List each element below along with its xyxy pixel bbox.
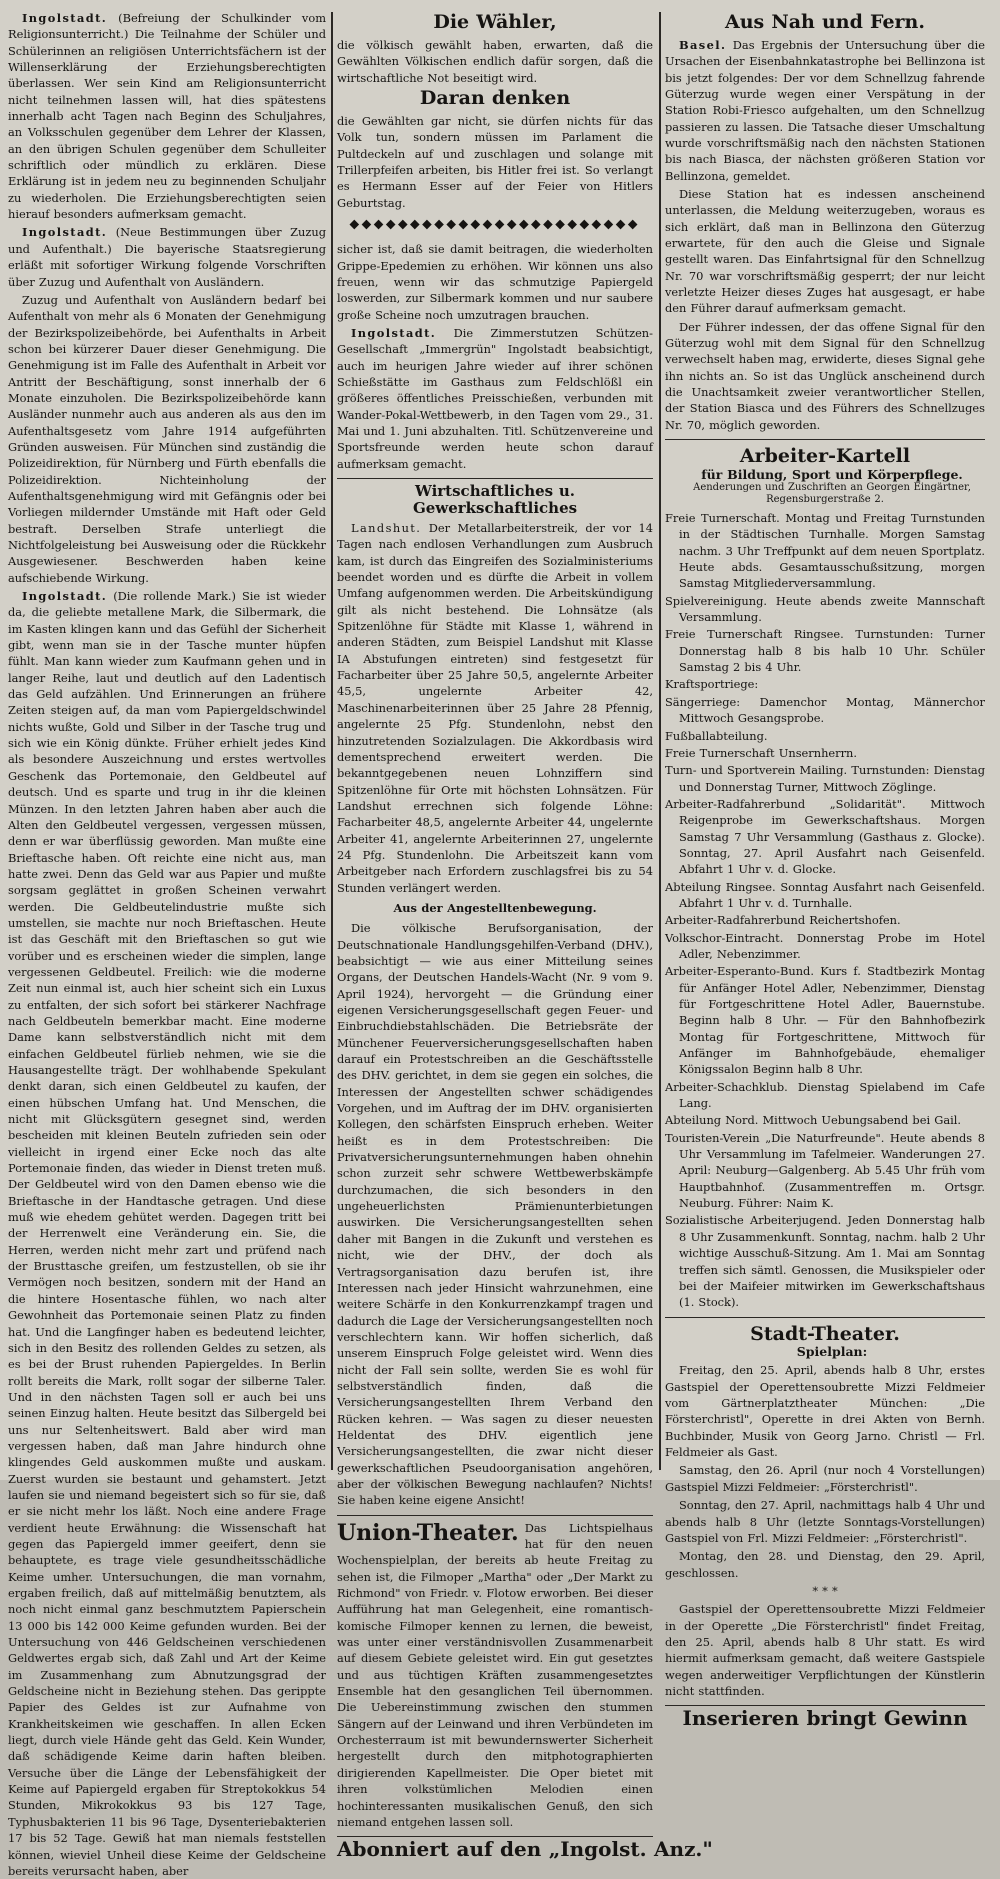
article-rollende-mark xyxy=(8,588,326,1879)
article-angestellte: Die völkische Berufsorganisation, der Deutschnationale Handlungsgehilfen-Verband (DHV.), beabsichtigt — wie aus einer Mitteilung seines Organs, der Deutschen Handels-Wacht (Nr. 9 vom 9. April 1924), hervorgeht — die Gründung einer eigenen Versicherungsgesellschaft gegen Feuer- und Einbruchdiebstahlschäden. Die Betriebsräte der Münchener Feuerversicherungsgesellschaften haben darauf ein Protestschreiben an die Geschäftsstelle des DHV. gerichtet, in dem sie gegen ein solches, die Interessen der Angestellten schwer schädigendes Vorgehen, und im Auftrag der im DHV. organisierten Kollegen, den schärfsten Einspruch erheben. Weiter heißt es in dem Protestschreiben: Die Privatversicherungsunternehmungen haben ohnehin schon zurzeit sehr schwere Wettbewerbskämpfe durchzumachen, die sich besonders in den ungeheuerlichsten Prämienunterbietungen auswirken. Die Versicherungsangestellten sehen daher mit Bangen in die Zukunft und verstehen es nicht, wie der DHV., der doch als Vertragsorganisation dazu berufen ist, ihre Interessen nach jeder Hinsicht wahrzunehmen, eine weitere Schärfe in den Konkurrenzkampf tragen und dadurch die Lage der Versicherungsangestellten noch verschlechtern kann. Wir hoffen sicherlich, daß unserem Einspruch Folge geleistet wird. Wenn dies nicht der Fall sein sollte, werden Sie es wohl für selbstverständlich finden, daß die Versicherungsangestellten Ihrem Verband den Rücken kehren. — Was sagen zu dieser neuesten Heldentat des DHV. eigentlich jene Versicherungsangestellten, die zwar nicht dieser gewerkschaftlichen Pseudoorganisation angehören, aber der völkischen Bewegung nachlaufen? Nichts! Sie haben keine eigene Ansicht! xyxy=(337,921,653,1508)
club-entry: Arbeiter-Radfahrerbund „Solidarität". Mittwoch Reigenprobe im Gewerkschaftshaus. Morgen Samstag 7 Uhr Versammlung (Gasthaus z. Glocke). Sonntag, 27. April Ausfahrt nach Geisenfeld. Abfahrt 1 Uhr v. d. Glocke. xyxy=(665,796,985,877)
club-entry: Arbeiter-Radfahrerbund Reichertshofen. xyxy=(665,913,901,928)
article-religion xyxy=(8,10,326,222)
column-local-news xyxy=(8,10,326,1878)
headline-arbeiter-kartell: Arbeiter-Kartell xyxy=(739,445,911,468)
dateline: Basel. xyxy=(679,37,727,52)
club-entry: Spielvereinigung. Heute abends zweite Mannschaft Versammlung. xyxy=(665,593,985,625)
advertise-banner: Inserieren bringt Gewinn xyxy=(665,1705,985,1726)
article-text: Das Ergebnis der Untersuchung über die Ursachen der Eisenbahnkatastrophe bei Bellinzona ist bis jetzt folgendes: Der vor dem Schnellzug fahrende Güterzug wurde wegen einer Verspätung in der Station Robi-Friesco aufgehalten, um den Schnellzug passieren zu lassen. Die Tatsache dieser Umschaltung wurde vorschriftsmäßig nach den nächsten Stationen bis nach Biasca, der nächsten größeren Station vor Bellinzona, gemeldet. xyxy=(665,37,985,183)
article-zuzug-rules: Zuzug und Aufenthalt von Ausländern bedarf bei Aufenthalt von mehr als 6 Monaten der Genehmigung der Bezirkspolizeibehörde, bei Aufenthalts in Arbeit schon bei kürzerer Dauer dieser Genehmigung. Die Genehmigung ist im Falle des Aufenthalt in Arbeit vor Antritt der Beschäftigung, sonst innerhalb der 6 Monate einzuholen. Die Bezirkspolizeibehörde kann Ausländer nunmehr auch aus anderen als aus den im Aufenthaltsgesetz vom Jahre 1914 aufgeführten Gründen ausweisen. Für München sind zuständig die Polizeidirektion, für Nürnberg und Fürth ebenfalls die Polizeidirektion. Nichteinholung der Aufenthaltsgenehmigung wird mit Gefängnis oder bei Vorliegen mildernder Umstände mit Haft oder Geld bestraft. Derselben Strafe unterliegt die Nichtfolgeleistung bei Ausweisung oder die Rückkehr Ausgewiesener. Beschwerden haben keine aufschiebende Wirkung. xyxy=(8,292,326,585)
club-entry: Freie Turnerschaft. Montag und Freitag Turnstunden in der Städtischen Turnhalle. Morgen Samstag nachm. 3 Uhr Treffpunkt auf dem neuen Sportplatz. Heute abds. Gesamtausschußsitzung, morgen Samstag Mitgliederversammlung. xyxy=(665,511,985,591)
article-basel-2: Diese Station hat es indessen anscheinend unterlassen, die Meldung weiterzugeben, woraus es sich erklärt, daß man in Bellinzona den Güterzug erwartete, für den auch die Gleise und Signale gestellt waren. Das Einfahrtsignal für den Schnellzug Nr. 70 war vorschriftsmäßig gesperrt; der nur leicht verletzte Heizer dieses Zuges hat ausgesagt, er habe den Führer darauf aufmerksam gemacht. xyxy=(665,186,985,316)
subscribe-banner: Abonniert auf den „Ingolst. Anz." xyxy=(337,1837,713,1862)
headline-aus-nah-und-fern: Aus Nah und Fern. xyxy=(725,11,925,33)
spielplan-label: Spielplan: xyxy=(796,1344,868,1360)
dateline: Ingolstadt. xyxy=(351,325,437,340)
club-listing xyxy=(665,510,985,1311)
column-rule xyxy=(331,12,333,1470)
dateline: Ingolstadt. xyxy=(22,225,108,240)
dateline: Ingolstadt. xyxy=(22,589,108,604)
club-entry: Sozialistische Arbeiterjugend. Jeden Donnerstag halb 8 Uhr Zusammenkunft. Sonntag, nachm. halb 2 Uhr wichtige Ausschuß-Sitzung. Am 1. Mai am Sonntag treffen sich sämtl. Genossen, die Musikspieler oder bei der Maifeier mitwirken im Gewerkschaftshaus (1. Stock). xyxy=(665,1213,985,1310)
section-stars: * * * xyxy=(812,1583,838,1598)
article-text: (Neue Bestimmungen über Zuzug und Aufenthalt.) Die bayerische Staatsregierung erläßt mit sofortiger Wirkung folgende Vorschriften über Zuzug und Aufenthalt von Ausländern. xyxy=(8,225,326,289)
kartell-subtitle: für Bildung, Sport und Körperpflege. xyxy=(701,467,963,483)
headline-wirtschaftliches: Wirtschaftliches u. Gewerkschaftliches xyxy=(337,478,653,516)
club-entry: Abteilung Ringsee. Sonntag Ausfahrt nach Geisenfeld. Abfahrt 1 Uhr v. d. Turnhalle. xyxy=(665,879,985,910)
article-waehler: die völkisch gewählt haben, erwarten, daß die Gewählten Völkischen endlich dafür sorgen, daß die wirtschaftliche Not beseitigt wird. xyxy=(337,37,653,85)
arbeiter-kartell-section xyxy=(665,439,985,1310)
theater-schedule-item: Freitag, den 25. April, abends halb 8 Uhr, erstes Gastspiel der Operettensoubrette Mizzi Feldmeier vom Gärtnerplatztheater München: „Die Försterchristl", Operette in drei Akten von Bernh. Buchbinder, Musik von Georg Jarno. Christl — Frl. Feldmeier als Gast. xyxy=(665,1363,985,1460)
union-theater-ad xyxy=(337,1515,653,1831)
article-text: Die Zimmerstutzen Schützen-Gesellschaft „Immergrün" Ingolstadt beabsichtigt, auch im heurigen Jahre wieder auf ihrer schönen Schießstätte im Gasthaus zum Feldschlößl ein größeres öffentliches Preisschießen, verbunden mit Wander-Pokal-Wettbewerb, in den Tagen vom 29., 31. Mai und 1. Juni abzuhalten. Titl. Schützenvereine und Sportsfreunde werden heute schon darauf aufmerksam gemacht. xyxy=(337,325,653,471)
article-papiergeld-cont: sicher ist, daß sie damit beitragen, die wiederholten Grippe-Epedemien zu erhöhen. Wir können uns also freuen, wenn wir das schmutzige Papiergeld loswerden, zur Silbermark kommen und nur saubere große Scheine noch umzutragen brauchen. xyxy=(337,242,653,322)
dateline: Ingolstadt. xyxy=(22,11,108,25)
article-gastspiel: Gastspiel der Operettensoubrette Mizzi Feldmeier in der Operette „Die Försterchristl" findet Freitag, den 25. April, abends halb 8 Uhr statt. Es wird hiermit aufmerksam gemacht, daß weitere Gastspiele wegen anderweitiger Verpflichtungen der Künstlerin nicht stattfinden. xyxy=(665,1602,985,1698)
club-entry: Touristen-Verein „Die Naturfreunde". Heute abends 8 Uhr Versammlung im Tafelmeier. Wanderungen 27. April: Neuburg—Galgenberg. Ab 5.45 Uhr früh vom Hauptbahnhof. (Zusammentreffen m. Ortsgr. Neuburg. Führer: Naim K. xyxy=(665,1130,985,1211)
column-rule xyxy=(659,12,661,1470)
headline-stadt-theater: Stadt-Theater. xyxy=(750,1322,900,1345)
article-basel xyxy=(665,37,985,184)
article-landshut xyxy=(337,520,653,896)
theater-schedule-item: Montag, den 28. und Dienstag, den 29. April, geschlossen. xyxy=(665,1549,985,1580)
club-entry: Abteilung Nord. Mittwoch Uebungsabend bei Gail. xyxy=(665,1113,962,1128)
article-zuzug xyxy=(8,224,326,289)
article-text: (Die rollende Mark.) Sie ist wieder da, die geliebte metallene Mark, die Silbermark, die im Kasten klingen kann und das Gefühl der Sicherheit gibt, wenn man sie in der Tasche munter hüpfen fühlt. Man kann wieder zum Kaufmann gehen und in langer Reihe, laut und deutlich auf den Ladentisch das Geld aufzählen. Und Erinnerungen an frühere Zeiten steigen auf, da man vom Papiergeldschwindel nichts wußte, Gold und Silber in der Tasche trug und sich wie ein König dünkte. Früher erhielt jedes Kind als besondere Auszeichnung und erstes wertvolles Geschenk das Portemonaie, den Geldbeutel auf deutsch. Und es sparte und trug in ihr die kleinen Münzen. In den letzten Jahren haben aber auch die Alten den Geldbeutel vergessen, vergessen müssen, denn er war überflüssig geworden. Man mußte eine Brieftasche haben. Oft reichte eine nicht aus, man hatte zwei. Denn das Geld war aus Papier und mußte sorgsam geglättet in großen Scheinen verwahrt werden. Die Geldbeutelindustrie mußte sich umstellen, sie machte nur noch Brieftaschen. Heute ist das Geschäft mit den Brieftaschen so gut wie vorüber und es erscheinen wieder die simplen, lange vergessenen Geldbeutel. Freilich: wie die moderne Zeit nun einmal ist, auch hier scheint sich ein Luxus zu entfalten, der sich sofort bei stärkerer Nachfrage nach Geldbeuteln bemerkbar macht. Eine moderne Dame kann selbstverständlich nicht mit dem einfachen Geldbeutel fürlieb nehmen, wie sie die Hausangestellte trägt. Der wohlhabende Spekulant denkt daran, sich einen Geldbeutel zu kaufen, der einen hübschen Umfang hat. Und Menschen, die nicht mit Glücksgütern gesegnet sind, werden bescheiden mit kleinen Beuteln zufrieden sein oder vielleicht in irgend einer Ecke noch das alte Portemonaie finden, das wieder in Dienst treten muß. Der Geldbeutel wird von den Damen ebenso wie die Brieftasche in der Handtasche getragen. Und diese muß wie ehedem gehütet werden. Dagegen tritt bei der Herrenwelt eine Veränderung ein. Sie, die Herren, werden nicht mehr zart und prüfend nach der Brusttasche greifen, um festzustellen, ob sie ihr Vermögen noch besitzen, sondern mit der Hand an die hintere Hosentasche fühlen, wo nach alter Gewohnheit das Portemonaie seinen Platz zu finden hat. Und die Langfinger haben es bedeutend leichter, sich in den Besitz des rollenden Geldes zu setzen, als es bei der Brust ruhenden Papiergeldes. In Berlin rollt bereits die Mark, rollt sogar der silberne Taler. Und in den nächsten Tagen soll er auch bei uns seinen Einzug halten. Heute besitzt das Silbergeld bei uns nur Seltenheitswert. Bald aber wird man vergessen haben, daß man Jahre hindurch ohne klingendes Geld auskommen mußte und auskam. Zuerst wurden sie bestaunt und gehamstert. Jetzt laufen sie und niemand begeistert sich so für sie, daß er sie nicht mehr los läßt. Noch eine andere Frage verdient heute Erwähnung: die Wissenschaft hat gegen das Papiergeld immer geeifert, denn sie behauptete, es trage viele gesundheitsschädliche Keime umher. Untersuchungen, die man vornahm, ergaben freilich, daß auf mittelmäßig benutztem, als noch nicht einmal ganz beschmutztem Papierschein 13 000 bis 142 000 Keime gefunden wurden. Bei der Untersuchung von 446 Geldscheinen verschiedenen Geldwertes ergab sich, daß Zahl und Art der Keime im Zusammenhang zum Abnutzungsgrad der Geldscheine nicht in Beziehung stehen. Das gerippte Papier des Geldes ist zur Aufnahme von Krankheitskeimen wie geschaffen. In allen Ecken liegt, durch viele Hände geht das Geld. Kein Wunder, daß schädigende Keime darin haften bleiben. Versuche über die Länge der Lebensfähigkeit der Keime auf Papiergeld ergaben für Streptokokkus 54 Stunden, Mikrokokkus 93 bis 127 Tage, Typhusbakterien 11 bis 96 Tage, Dysenteriebakterien 17 bis 52 Tage. Gewiß hat man niemals feststellen können, wieviel Unheil diese Keime der Geldscheine bereits verursacht haben, aber xyxy=(8,589,326,1878)
theater-schedule-item: Sonntag, den 27. April, nachmittags halb 4 Uhr und abends halb 8 Uhr (letzte Sonntags-Vorstellungen) Gastspiel von Frl. Mizzi Feldmeier: „Försterchristl". xyxy=(665,1498,985,1545)
kartell-note: Aenderungen und Zuschriften an Georgen Eingärtner, Regensburgerstraße 2. xyxy=(693,482,971,506)
club-entry: Volkschor-Eintracht. Donnerstag Probe im Hotel Adler, Nebenzimmer. xyxy=(665,930,985,961)
club-entry: Sängerriege: Damenchor Montag, Männerchor Mittwoch Gesangsprobe. xyxy=(665,694,985,726)
theater-schedule-item: Samstag, den 26. April (nur noch 4 Vorstellungen) Gastspiel Mizzi Feldmeier: „Försterchristl". xyxy=(665,1463,985,1494)
article-basel-3: Der Führer indessen, der das offene Signal für den Güterzug wohl mit dem Signal für den Schnellzug verwechselt haben mag, erwiderte, dieses Signal gehe ihn nichts an. So ist das Unglück anscheinend durch die Unachtsamkeit zweier verantwortlicher Stellen, der Station Biasca und des Führers des Schnellzuges Nr. 70, möglich geworden. xyxy=(665,319,985,432)
article-schuetzen xyxy=(337,325,653,472)
union-theater-headline: Union-Theater. xyxy=(337,1519,519,1546)
club-entry: Turn- und Sportverein Mailing. Turnstunden: Dienstag und Donnerstag Turner, Mittwoch Zöglinge. xyxy=(665,763,985,794)
article-text: (Befreiung der Schulkinder vom Religionsunterricht.) Die Teilnahme der Schüler und Schülerinnen an religiösen Unterrichtsfächern ist der Willenserklärung der Erziehungsberechtigten überlassen. Wer sein Kind am Religionsunterricht nicht teilnehmen lassen will, hat dies spätestens innerhalb acht Tagen nach Beginn des Schuljahres, an Volksschulen gegenüber dem Lehrer der Klassen, an den übrigen Schulen gegenüber dem Schulleiter schriftlich oder mündlich zu erklären. Diese Erklärung ist in jedem neu zu beginnenden Schuljahr zu wiederholen. Die Erziehungsberechtigten seien hierauf besonders aufmerksam gemacht. xyxy=(8,11,326,222)
article-daran-denken: die Gewählten gar nicht, sie dürfen nichts für das Volk tun, sondern müssen im Parlament die Pultdeckeln auf und zuschlagen und solange mit Trillerpfeifen arbeiten, bis Hitler frei ist. So verlangt es Hermann Esser auf der Feier von Hitlers Geburtstag. xyxy=(337,113,653,210)
club-entry: Kraftsportriege: xyxy=(665,677,759,692)
article-text: Der Metallarbeiterstreik, der vor 14 Tagen nach endlosen Verhandlungen zum Ausbruch kam, ist durch das Eingreifen des Sozialministeriums beendet worden und es dürfte die Arbeit in vollem Umfang aufgenommen werden. Die Arbeitskündigung gilt als nicht bestehend. Die Lohnsätze (als Spitzenlöhne für Städte mit Klasse 1, während in anderen Städten, zum Beispiel Landshut mit Klasse IA Abstufungen eintreten) sind festgesetzt für Facharbeiter über 25 Jahre 50,5, angelernte Arbeiter 45,5, ungelernte Arbeiter 42, Maschinenarbeiterinnen über 25 Jahre 28 Pfennig, angelernte 25 Pfg. Stundenlohn, nebst den hinzutretenden Sozialzulagen. Die Akkordbasis wird dementsprechend erweitert werden. Die bekanntgegebenen neuen Lohnziffern sind Spitzenlöhne für Orte mit höchsten Lohnsätzen. Für Landshut errechnen sich folgende Löhne: Facharbeiter 48,5, angelernte Arbeiter 44, ungelernte Arbeiter 41, angelernte Arbeiterinnen 27, ungelernte 24 Pfg. Stundenlohn. Die Arbeitszeit kann vom Arbeitgeber nach Erfordern zuschlagsfrei bis zu 54 Stunden verlängert werden. xyxy=(337,521,653,895)
subheadline-angestellte: Aus der Angestelltenbewegung. xyxy=(393,900,597,915)
headline-daran-denken: Daran denken xyxy=(419,86,571,109)
club-entry: Freie Turnerschaft Ringsee. Turnstunden: Turner Donnerstag halb 8 bis halb 10 Uhr. Schüler Samstag 2 bis 4 Uhr. xyxy=(665,627,985,675)
club-entry: Arbeiter-Esperanto-Bund. Kurs f. Stadtbezirk Montag für Anfänger Hotel Adler, Nebenzimmer, Dienstag für Fortgeschrittene Hotel Adler, Bauernstube. Beginn halb 8 Uhr. — Für den Bahnhofbezirk Montag für Fortgeschrittene, Mittwoch für Anfänger im Bahnhofgebäude, ehemaliger Königssalon Beginn halb 8 Uhr. xyxy=(665,964,985,1077)
ornament-divider: ⬥⬥⬥⬥⬥⬥⬥⬥⬥⬥⬥⬥⬥⬥⬥⬥⬥⬥⬥⬥⬥⬥⬥⬥ xyxy=(349,216,641,232)
dateline: Landshut. xyxy=(351,521,422,536)
theater-schedule xyxy=(665,1362,985,1580)
club-entry: Freie Turnerschaft Unsernherrn. xyxy=(665,745,857,760)
union-theater-text: Das Lichtspielhaus hat für den neuen Wochenspielplan, der bereits ab heute Freitag zu sehen ist, die Filmoper „Martha" oder „Der Markt zu Richmond" von Friedr. v. Flotow erworben. Bei dieser Aufführung hat man Gelegenheit, eine romantisch-komische Filmoper kennen zu lernen, die beweist, was unter einer verständnisvollen Zusammenarbeit auf diesem Gebiete geleistet wird. Ein gut gesetztes und aus tüchtigen Kräften zusammengesetztes Ensemble hat den gesanglichen Teil übernommen. Die Uebereinstimmung zwischen den stummen Sängern auf der Leinwand und ihren Verbündeten im Orchesterraum ist mit bewundernswerter Sicherheit hergestellt durch den mitphotographierten dirigierenden Kapellmeister. Die Oper bietet mit ihren volkstümlichen Melodien einen hochinteressanten musikalischen Genuß, den sich niemand entgehen lassen soll. xyxy=(337,1520,653,1829)
club-entry: Arbeiter-Schachklub. Dienstag Spielabend im Cafe Lang. xyxy=(665,1079,985,1111)
stadt-theater-section xyxy=(665,1317,985,1700)
column-regional xyxy=(665,10,985,1731)
headline-waehler: Die Wähler, xyxy=(433,11,557,33)
club-entry: Fußballabteilung. xyxy=(665,728,768,743)
